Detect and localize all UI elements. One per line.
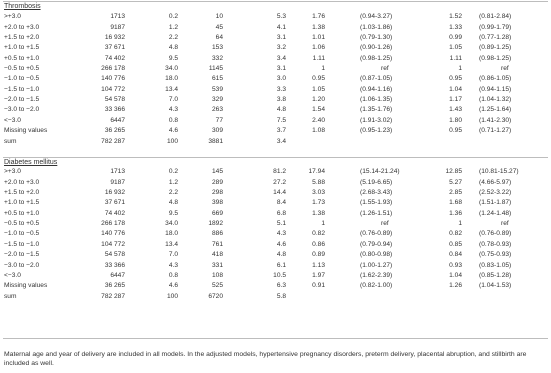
adjusted-ci-cell: (0.75-0.93) [479, 251, 512, 259]
cases-cell: 263 [211, 106, 223, 114]
adjusted-or-cell: 0.85 [449, 240, 462, 248]
rate-cell: 10.5 [273, 271, 286, 279]
table-row [0, 229, 551, 238]
rate-cell: 14.4 [273, 189, 286, 197]
adjusted-ci-cell: (2.52-3.22) [479, 189, 512, 197]
adjusted-ci-cell: (0.94-1.15) [479, 85, 512, 93]
adjusted-or-cell: 12.85 [445, 168, 462, 176]
table-row [0, 64, 551, 73]
cases-cell: 145 [211, 168, 223, 176]
count-cell: 782 287 [101, 137, 125, 145]
percent-cell: 4.8 [168, 199, 178, 207]
or-cell: 1.11 [312, 54, 325, 62]
rate-cell: 27.2 [273, 178, 286, 186]
table-row [0, 250, 551, 259]
table-row [0, 188, 551, 197]
bottom-rule [3, 338, 548, 339]
rate-cell: 6.8 [276, 209, 286, 217]
table-row [0, 85, 551, 94]
rate-cell: 5.3 [276, 13, 286, 21]
count-cell: 54 578 [104, 96, 125, 104]
adjusted-or-cell: 2.85 [449, 189, 462, 197]
table-row [0, 178, 551, 187]
rate-cell: 5.1 [276, 220, 286, 228]
cases-cell: 539 [211, 85, 223, 93]
cases-cell: 331 [211, 261, 223, 269]
or-cell: 1.38 [312, 23, 325, 31]
count-cell: 1713 [110, 13, 125, 21]
percent-cell: 9.5 [168, 209, 178, 217]
percent-cell: 4.8 [168, 44, 178, 52]
row-label: +2.0 to +3.0 [4, 23, 40, 31]
percent-cell: 4.6 [168, 127, 178, 135]
ci-cell: (1.35-1.76) [360, 106, 393, 114]
cases-cell: 418 [211, 251, 223, 259]
count-cell: 104 772 [101, 240, 125, 248]
row-label: +0.5 to +1.0 [4, 209, 40, 217]
adjusted-ci-cell: (0.98-1.25) [479, 54, 512, 62]
or-cell: 0.86 [312, 240, 325, 248]
adjusted-ci-cell: (0.76-0.89) [479, 230, 512, 238]
row-label: −2.0 to −1.5 [4, 96, 40, 104]
cases-cell: 298 [211, 189, 223, 197]
rate-cell: 6.3 [276, 282, 286, 290]
row-label: +1.0 to +1.5 [4, 44, 40, 52]
ci-cell: ref [381, 65, 389, 72]
or-cell: 1.06 [312, 44, 325, 52]
cases-cell: 615 [211, 75, 223, 83]
row-label: Missing values [4, 127, 48, 135]
count-cell: 6447 [110, 116, 125, 124]
percent-cell: 7.0 [168, 251, 178, 259]
cases-cell: 153 [211, 44, 223, 52]
count-cell: 266 178 [101, 220, 125, 228]
rate-cell: 6.1 [276, 261, 286, 269]
adjusted-ci-cell: ref [501, 65, 509, 72]
table-footnote: Maternal age and year of delivery are included in all models. In the adjusted models, hypertensive pregnancy disorders, preterm delivery, placental abruption, and stillbirth are included as well. [4, 351, 527, 367]
rate-cell: 3.4 [276, 54, 286, 62]
adjusted-or-cell: 1 [458, 65, 462, 72]
or-cell: 1.20 [312, 96, 325, 104]
top-rule [3, 1, 548, 2]
ci-cell: (0.94-3.27) [360, 13, 393, 21]
adjusted-or-cell: 0.99 [449, 33, 462, 41]
count-cell: 33 366 [104, 261, 125, 269]
table-row [0, 209, 551, 218]
ci-cell: (1.00-1.27) [360, 261, 393, 269]
table-row [0, 261, 551, 270]
rate-cell: 81.2 [273, 168, 286, 176]
rate-cell: 3.2 [276, 44, 286, 52]
rate-cell: 3.1 [276, 33, 286, 41]
or-cell: 17.94 [308, 168, 325, 176]
cases-cell: 886 [211, 230, 223, 238]
count-cell: 6447 [110, 271, 125, 279]
or-cell: 0.89 [312, 251, 325, 259]
row-label: +1.0 to +1.5 [4, 199, 40, 207]
row-label: −1.0 to −0.5 [4, 230, 40, 238]
cases-cell: 64 [215, 33, 223, 41]
rate-cell: 4.3 [276, 230, 286, 238]
adjusted-ci-cell: ref [501, 220, 509, 228]
adjusted-ci-cell: (10.81-15.27) [479, 168, 519, 176]
adjusted-ci-cell: (0.81-2.84) [479, 13, 512, 21]
rate-cell: 4.8 [276, 106, 286, 114]
cases-cell: 309 [211, 127, 223, 135]
rate-cell: 4.1 [276, 23, 286, 31]
adjusted-or-cell: 1.04 [449, 85, 462, 93]
table-row [0, 23, 551, 32]
ci-cell: (0.76-0.89) [360, 230, 393, 238]
rate-cell: 3.7 [276, 127, 286, 135]
rate-cell: 5.8 [276, 292, 286, 300]
rate-cell: 7.5 [276, 116, 286, 124]
count-cell: 266 178 [101, 65, 125, 72]
or-cell: 1 [321, 65, 325, 72]
adjusted-ci-cell: (1.25-1.64) [479, 106, 512, 114]
adjusted-ci-cell: (0.77-1.28) [479, 33, 512, 41]
row-label: −3.0 to −2.0 [4, 261, 40, 269]
row-label: sum [4, 137, 17, 145]
cases-cell: 10 [215, 13, 223, 21]
cases-cell: 332 [211, 54, 223, 62]
count-cell: 36 265 [104, 282, 125, 290]
cases-cell: 525 [211, 282, 223, 290]
adjusted-ci-cell: (4.66-5.97) [479, 178, 512, 186]
cases-cell: 45 [215, 23, 223, 31]
adjusted-ci-cell: (1.51-1.87) [479, 199, 512, 207]
ci-cell: (0.79-1.30) [360, 33, 393, 41]
ci-cell: (0.79-0.94) [360, 240, 393, 248]
ci-cell: (5.19-6.65) [360, 178, 393, 186]
row-label: +0.5 to +1.0 [4, 54, 40, 62]
percent-cell: 2.2 [168, 33, 178, 41]
cases-cell: 1892 [208, 220, 223, 228]
adjusted-ci-cell: (1.04-1.53) [479, 282, 512, 290]
or-cell: 1.13 [312, 261, 325, 269]
adjusted-or-cell: 1.11 [449, 54, 462, 62]
row-label: <−3.0 [4, 116, 21, 124]
ci-cell: (1.06-1.35) [360, 96, 393, 104]
table-row [0, 105, 551, 114]
row-label: sum [4, 292, 17, 300]
percent-cell: 4.3 [168, 106, 178, 114]
row-label: −1.5 to −1.0 [4, 85, 40, 93]
cases-cell: 398 [211, 199, 223, 207]
count-cell: 1713 [110, 168, 125, 176]
or-cell: 5.88 [312, 178, 325, 186]
adjusted-or-cell: 1.52 [449, 13, 462, 21]
section-title-diabetes: Diabetes mellitus [4, 159, 58, 166]
table-row [0, 33, 551, 42]
percent-cell: 18.0 [165, 75, 178, 83]
cases-cell: 6720 [208, 292, 223, 300]
ci-cell: (1.91-3.02) [360, 116, 393, 124]
table-row [0, 240, 551, 249]
percent-cell: 9.5 [168, 54, 178, 62]
table-row [0, 12, 551, 21]
rate-cell: 4.8 [276, 251, 286, 259]
table-row [0, 126, 551, 135]
adjusted-or-cell: 1 [458, 220, 462, 228]
count-cell: 36 265 [104, 127, 125, 135]
percent-cell: 13.4 [165, 240, 178, 248]
count-cell: 9187 [110, 178, 125, 186]
percent-cell: 4.6 [168, 282, 178, 290]
percent-cell: 13.4 [165, 85, 178, 93]
adjusted-or-cell: 1.36 [449, 209, 462, 217]
table-row [0, 137, 551, 146]
or-cell: 1.08 [312, 127, 325, 135]
ci-cell: (0.95-1.23) [360, 127, 393, 135]
adjusted-or-cell: 0.95 [449, 75, 462, 83]
count-cell: 16 932 [104, 33, 125, 41]
percent-cell: 4.3 [168, 261, 178, 269]
row-label: −0.5 to +0.5 [4, 220, 40, 228]
percent-cell: 100 [166, 292, 178, 300]
row-label: +1.5 to +2.0 [4, 189, 40, 197]
adjusted-or-cell: 1.26 [449, 282, 462, 290]
adjusted-ci-cell: (1.41-2.30) [479, 116, 512, 124]
section-title-thrombosis: Thrombosis [4, 3, 41, 10]
adjusted-or-cell: 0.84 [449, 251, 462, 259]
percent-cell: 1.2 [168, 23, 178, 31]
table-row [0, 271, 551, 280]
or-cell: 1.73 [312, 199, 325, 207]
adjusted-or-cell: 1.04 [449, 271, 462, 279]
or-cell: 0.95 [312, 75, 325, 83]
table-row [0, 54, 551, 63]
table-row [0, 74, 551, 83]
adjusted-or-cell: 0.95 [449, 127, 462, 135]
row-label: +1.5 to +2.0 [4, 33, 40, 41]
count-cell: 33 366 [104, 106, 125, 114]
percent-cell: 0.8 [168, 116, 178, 124]
cases-cell: 1145 [208, 65, 223, 72]
count-cell: 74 402 [104, 54, 125, 62]
ci-cell: (0.94-1.16) [360, 85, 393, 93]
ci-cell: ref [381, 220, 389, 228]
row-label: −2.0 to −1.5 [4, 251, 40, 259]
percent-cell: 100 [166, 137, 178, 145]
percent-cell: 0.8 [168, 271, 178, 279]
table-row [0, 116, 551, 125]
percent-cell: 34.0 [165, 65, 178, 72]
or-cell: 1 [321, 220, 325, 228]
ci-cell: (15.14-21.24) [360, 168, 400, 176]
adjusted-ci-cell: (1.24-1.48) [479, 209, 512, 217]
cases-cell: 329 [211, 96, 223, 104]
adjusted-ci-cell: (0.85-1.28) [479, 271, 512, 279]
or-cell: 0.91 [312, 282, 325, 290]
table-row [0, 198, 551, 207]
adjusted-ci-cell: (1.04-1.32) [479, 96, 512, 104]
ci-cell: (0.98-1.25) [360, 54, 393, 62]
or-cell: 1.05 [312, 85, 325, 93]
percent-cell: 0.2 [168, 168, 178, 176]
adjusted-ci-cell: (0.86-1.05) [479, 75, 512, 83]
rate-cell: 3.3 [276, 85, 286, 93]
section-divider [3, 157, 548, 158]
adjusted-ci-cell: (0.99-1.79) [479, 23, 512, 31]
table-row [0, 292, 551, 301]
count-cell: 37 671 [104, 199, 125, 207]
or-cell: 1.76 [312, 13, 325, 21]
ci-cell: (0.80-0.98) [360, 251, 393, 259]
rate-cell: 3.4 [276, 137, 286, 145]
ci-cell: (0.87-1.05) [360, 75, 393, 83]
ci-cell: (1.55-1.93) [360, 199, 393, 207]
table-row [0, 95, 551, 104]
rate-cell: 4.6 [276, 240, 286, 248]
adjusted-or-cell: 5.27 [449, 178, 462, 186]
or-cell: 0.82 [312, 230, 325, 238]
count-cell: 782 287 [101, 292, 125, 300]
ci-cell: (0.90-1.26) [360, 44, 393, 52]
adjusted-or-cell: 0.93 [449, 261, 462, 269]
rate-cell: 3.8 [276, 96, 286, 104]
cases-cell: 289 [211, 178, 223, 186]
or-cell: 1.38 [312, 209, 325, 217]
adjusted-or-cell: 1.05 [449, 44, 462, 52]
count-cell: 37 671 [104, 44, 125, 52]
cases-cell: 669 [211, 209, 223, 217]
adjusted-or-cell: 1.43 [449, 106, 462, 114]
percent-cell: 2.2 [168, 189, 178, 197]
or-cell: 1.97 [312, 271, 325, 279]
row-label: −1.5 to −1.0 [4, 240, 40, 248]
rate-cell: 3.1 [276, 65, 286, 72]
percent-cell: 34.0 [165, 220, 178, 228]
cases-cell: 77 [215, 116, 223, 124]
adjusted-ci-cell: (0.83-1.05) [479, 261, 512, 269]
count-cell: 54 578 [104, 251, 125, 259]
count-cell: 104 772 [101, 85, 125, 93]
percent-cell: 0.2 [168, 13, 178, 21]
or-cell: 2.40 [312, 116, 325, 124]
table-row [0, 167, 551, 176]
row-label: −1.0 to −0.5 [4, 75, 40, 83]
count-cell: 9187 [110, 23, 125, 31]
count-cell: 74 402 [104, 209, 125, 217]
ci-cell: (0.82-1.00) [360, 282, 393, 290]
rate-cell: 8.4 [276, 199, 286, 207]
count-cell: 16 932 [104, 189, 125, 197]
count-cell: 140 776 [101, 75, 125, 83]
count-cell: 140 776 [101, 230, 125, 238]
cases-cell: 108 [211, 271, 223, 279]
row-label: −3.0 to −2.0 [4, 106, 40, 114]
percent-cell: 1.2 [168, 178, 178, 186]
adjusted-or-cell: 1.33 [449, 23, 462, 31]
cases-cell: 3881 [208, 137, 223, 145]
adjusted-ci-cell: (0.78-0.93) [479, 240, 512, 248]
table-row [0, 43, 551, 52]
ci-cell: (1.26-1.51) [360, 209, 393, 217]
ci-cell: (2.68-3.43) [360, 189, 393, 197]
percent-cell: 7.0 [168, 96, 178, 104]
table-row [0, 219, 551, 228]
row-label: <−3.0 [4, 271, 21, 279]
adjusted-ci-cell: (0.89-1.25) [479, 44, 512, 52]
ci-cell: (1.62-2.39) [360, 271, 393, 279]
adjusted-or-cell: 0.82 [449, 230, 462, 238]
adjusted-or-cell: 1.17 [449, 96, 462, 104]
row-label: −0.5 to +0.5 [4, 65, 40, 72]
ci-cell: (1.03-1.86) [360, 23, 393, 31]
cases-cell: 761 [211, 240, 223, 248]
adjusted-or-cell: 1.68 [449, 199, 462, 207]
rate-cell: 3.0 [276, 75, 286, 83]
adjusted-or-cell: 1.80 [449, 116, 462, 124]
table-row [0, 281, 551, 290]
row-label: +2.0 to +3.0 [4, 178, 40, 186]
percent-cell: 18.0 [165, 230, 178, 238]
or-cell: 1.01 [312, 33, 325, 41]
row-label: >+3.0 [4, 13, 21, 21]
row-label: Missing values [4, 282, 48, 290]
or-cell: 3.03 [312, 189, 325, 197]
row-label: >+3.0 [4, 168, 21, 176]
adjusted-ci-cell: (0.71-1.27) [479, 127, 512, 135]
or-cell: 1.54 [312, 106, 325, 114]
